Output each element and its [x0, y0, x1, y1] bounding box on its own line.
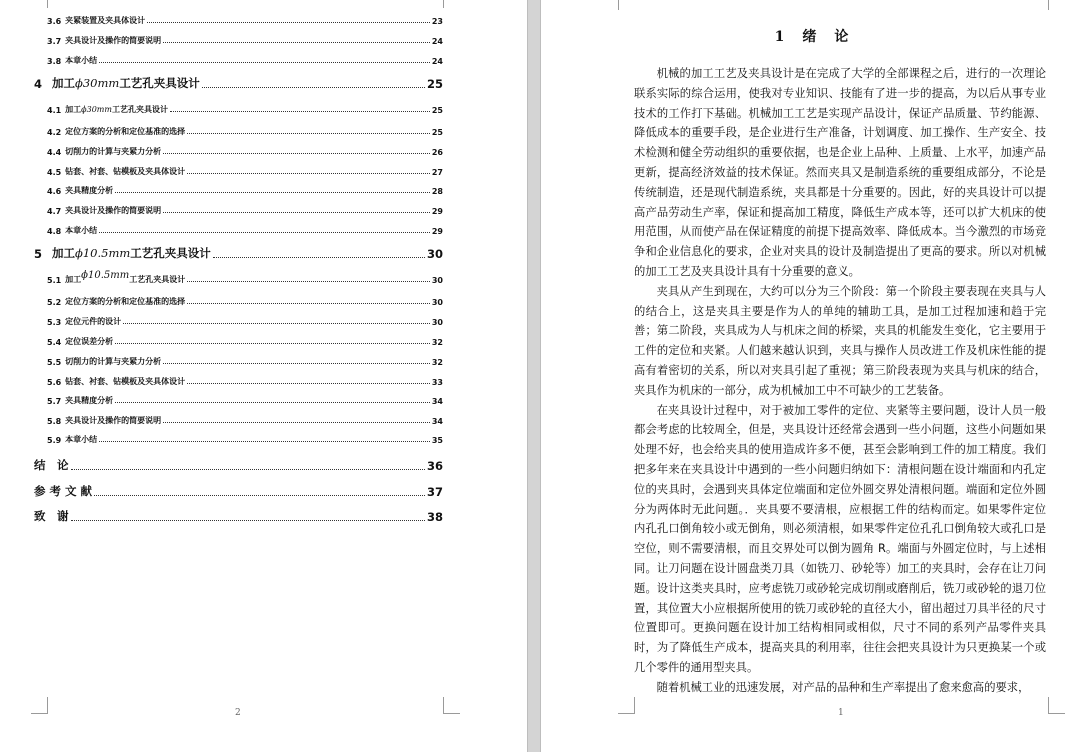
toc-page-number: 33: [431, 378, 443, 387]
toc-dot-leader: [202, 87, 425, 88]
crop-mark-top-left: [47, 0, 48, 8]
toc-entry-title: [65, 104, 168, 115]
toc-page-number: 25: [431, 106, 443, 115]
toc-page-number: 26: [431, 148, 443, 157]
toc-dot-leader: [163, 363, 430, 364]
toc-entry[interactable]: [47, 270, 443, 285]
toc-entry-title: 定位方案的分析和定位基准的选择: [65, 127, 186, 136]
toc-page-number: 37: [426, 485, 443, 499]
toc-entry-title: 夹具精度分析: [65, 186, 114, 195]
toc-entry[interactable]: [47, 295, 443, 307]
toc-entry-title: 钻套、衬套、钻模板及夹具体设计: [65, 377, 186, 386]
page-number: 1: [838, 708, 844, 718]
toc-entry-title: 钻套、衬套、钻模板及夹具体设计: [65, 167, 186, 176]
crop-mark-bottom-right: [1048, 697, 1065, 714]
toc-entry[interactable]: [47, 335, 443, 347]
toc-entry-title: 结 论: [34, 458, 69, 472]
toc-entry[interactable]: [47, 204, 443, 216]
toc-entry-number: 4.2: [47, 128, 62, 137]
toc-entry-title: 夹具设计及操作的简要说明: [65, 206, 162, 215]
toc-entry-title: 夹具精度分析: [65, 396, 114, 405]
toc-page-number: 34: [431, 397, 443, 406]
toc-dot-leader: [99, 232, 430, 233]
toc-page-number: 32: [431, 358, 443, 367]
toc-entry-title: 夹具设计及操作的简要说明: [65, 36, 162, 45]
toc-entry-title: 夹具设计及操作的简要说明: [65, 416, 162, 425]
paragraph: 夹具从产生到现在，大约可以分为三个阶段：第一个阶段主要表现在夹具与人的结合上，这是夹具主要是作为人的单纯的辅助工具，是加工过程加速和趋于完善；第二阶段，夹具成为人与机床之间的桥梁，夹具的机能发生变化，它主要用于工件的定位和夹紧。人们越来越认识到，夹具与操作人员改进工作及机床性能的提高有着密切的关系，所以对夹具引起了重视；第三阶段表现为夹具与机床的结合，夹具作为机床的一部分，成为机械加工中不可缺少的工艺装备。: [634, 284, 1046, 397]
toc-dot-leader: [71, 469, 425, 470]
toc-page-number: 35: [431, 436, 443, 445]
toc-entry-number: 3.7: [47, 37, 62, 46]
toc-dot-leader: [187, 173, 430, 174]
toc-page-number: 24: [431, 57, 443, 66]
toc-entry-number: 4: [34, 77, 43, 91]
page-gutter: [527, 0, 541, 752]
toc-dot-leader: [163, 422, 430, 423]
toc-entry-number: 5.9: [47, 436, 62, 445]
toc-entry[interactable]: [47, 375, 443, 387]
toc-title-prefix: 加工: [52, 76, 76, 90]
toc-entry-number: 5.8: [47, 417, 62, 426]
toc-dot-leader: [71, 520, 425, 521]
right-page: [541, 0, 1084, 752]
toc-back-matter-entry[interactable]: [34, 509, 443, 524]
toc-entry[interactable]: [47, 103, 443, 115]
toc-chapter-entry[interactable]: [34, 246, 443, 261]
page-number: 2: [235, 708, 241, 718]
toc-title-suffix: 工艺孔夹具设计: [130, 246, 211, 260]
toc-entry[interactable]: [47, 224, 443, 236]
diameter-symbol: ϕ30mm: [81, 105, 112, 114]
toc-entry[interactable]: [47, 433, 443, 445]
toc-title-suffix: 工艺孔夹具设计: [119, 76, 200, 90]
crop-mark-bottom-left: [31, 697, 48, 714]
crop-mark-bottom-left: [618, 697, 635, 714]
toc-entry[interactable]: [47, 414, 443, 426]
toc-dot-leader: [170, 111, 430, 112]
toc-page-number: 24: [431, 37, 443, 46]
toc-entry[interactable]: [47, 145, 443, 157]
toc-back-matter-entry[interactable]: [34, 484, 443, 499]
diameter-symbol: ϕ30mm: [75, 76, 120, 90]
toc-title-prefix: 加工: [52, 246, 76, 260]
toc-page-number: 29: [431, 227, 443, 236]
toc-page-number: 38: [426, 510, 443, 524]
toc-page-number: 25: [426, 77, 443, 91]
toc-dot-leader: [187, 281, 430, 282]
toc-page-number: 30: [431, 276, 443, 285]
toc-entry[interactable]: [47, 34, 443, 46]
toc-dot-leader: [115, 402, 430, 403]
toc-entry-number: 5.1: [47, 276, 62, 285]
chapter-title: 1 绪 论: [774, 29, 851, 45]
toc-back-matter-entry[interactable]: [34, 458, 443, 473]
toc-dot-leader: [163, 212, 430, 213]
toc-entry-number: 4.1: [47, 106, 62, 115]
toc-entry-number: 5.3: [47, 318, 62, 327]
crop-mark-top-right: [443, 0, 444, 8]
toc-entry-number: 5: [34, 247, 43, 261]
toc-page-number: 25: [431, 128, 443, 137]
toc-page-number: 32: [431, 338, 443, 347]
toc-title-suffix: 工艺孔夹具设计: [111, 105, 168, 114]
toc-dot-leader: [123, 323, 430, 324]
toc-dot-leader: [163, 153, 430, 154]
toc-page-number: 36: [426, 459, 443, 473]
toc-entry[interactable]: [47, 315, 443, 327]
toc-entry-number: 4.6: [47, 187, 62, 196]
toc-entry-title: 本章小结: [65, 56, 98, 65]
toc-entry-number: 4.7: [47, 207, 62, 216]
toc-entry[interactable]: [47, 165, 443, 177]
toc-entry[interactable]: [47, 125, 443, 137]
toc-entry-number: 4.5: [47, 168, 62, 177]
paragraph: 随着机械工业的迅速发展，对产品的品种和生产率提出了愈来愈高的要求，: [656, 680, 1030, 694]
toc-title-prefix: 加工: [65, 275, 82, 284]
toc-entry-title: 致 谢: [34, 509, 69, 523]
toc-entry-number: 5.7: [47, 397, 62, 406]
toc-dot-leader: [163, 42, 430, 43]
paragraph: 在夹具设计过程中，对于被加工零件的定位、夹紧等主要问题，设计人员一般都会考虑的比较周全，但是，夹具设计还经常会遇到一些小问题，这些小问题如果处理不好，也会给夹具的使用造成许多不便，甚至会影响到工件的加工精度。我们把多年来在夹具设计中遇到的一些小问题归纳如下：清根问题在设计端面和内孔定位的夹具时，会遇到夹具体定位端面和定位外圆交界处清根问题。端面和定位外圆分为两体时无此问题。．夹具要不要清根，应根据工件的结构而定。如果零件定位内孔孔口倒角较小或无倒角，则必须清根，如果零件定位孔孔口倒角较大或孔口是空位，则不需要清根，而且交界处可以倒为圆角 R。端面与外圆定位时，与上述相同。让刀问题在设计圆盘类刀具（如铣刀、砂轮等）加工的夹具时，会存在让刀问题。设计这类夹具时，应考虑铣刀或砂轮完成切削或磨削后，铣刀或砂轮的退刀位置，其位置大小应根据所使用的铣刀或砂轮的直径大小，留出超过刀具半径的尺寸位置即可。更换问题在设计加工结构相同或相似，尺寸不同的系列产品零件夹具时，为了降低生产成本，提高夹具的利用率，往往会把夹具设计为只更换某一个或几个零件的通用型夹具。: [634, 403, 1046, 674]
toc-entry-title: 定位元件的设计: [65, 317, 122, 326]
body-text: [634, 64, 1046, 698]
toc-entry[interactable]: [47, 14, 443, 26]
toc-dot-leader: [187, 383, 430, 384]
paragraph: 机械的加工工艺及夹具设计是在完成了大学的全部课程之后，进行的一次理论联系实际的综合运用，使我对专业知识、技能有了进一步的提高，为以后从事专业技术的工作打下基础。机械加工工艺是实现产品设计，保证产品质量、节约能源、降低成本的重要手段，是企业进行生产准备，计划调度、加工操作、生产安全、技术检测和健全劳动组织的重要依据，也是企业上品种、上质量、上水平，加速产品更新，提高经济效益的技术保证。然而夹具又是制造系统的重要组成部分，不论是传统制造，还是现代制造系统，夹具都是十分重要的。因此，好的夹具设计可以提高产品劳动生产率，保证和提高加工精度，降低生产成本等，还可以扩大机床的使用范围，从而使产品在保证精度的前提下提高效率、降低成本。当今激烈的市场竞争和企业信息化的要求，企业对夹具的设计及制造提出了更高的要求。所以对机械的加工工艺及夹具设计具有十分重要的意义。: [634, 67, 1046, 278]
left-page: [0, 0, 527, 752]
toc-entry-title: 切削力的计算与夹紧力分析: [65, 147, 162, 156]
toc-dot-leader: [213, 257, 425, 258]
crop-mark-bottom-right: [443, 697, 460, 714]
toc-title-prefix: 加工: [65, 105, 82, 114]
diameter-symbol: ϕ10.5mm: [75, 246, 131, 260]
toc-entry-number: 5.5: [47, 358, 62, 367]
toc-page-number: 34: [431, 417, 443, 426]
toc-entry-number: 3.8: [47, 57, 62, 66]
toc-entry-title: [65, 270, 186, 285]
toc-entry-number: 4.8: [47, 227, 62, 236]
toc-page-number: 29: [431, 207, 443, 216]
toc-entry[interactable]: [47, 394, 443, 406]
toc-entry-number: 5.2: [47, 298, 62, 307]
toc-dot-leader: [99, 441, 430, 442]
toc-entry[interactable]: [47, 355, 443, 367]
toc-dot-leader: [187, 133, 430, 134]
toc-dot-leader: [187, 303, 430, 304]
toc-chapter-entry[interactable]: [34, 76, 443, 91]
toc-entry-number: 5.6: [47, 378, 62, 387]
crop-mark-top-left: [618, 0, 619, 10]
toc-page-number: 23: [431, 17, 443, 26]
toc-entry-title: 定位方案的分析和定位基准的选择: [65, 297, 186, 306]
toc-entry-title: 本章小结: [65, 226, 98, 235]
toc-page-number: 27: [431, 168, 443, 177]
toc-entry-title: 切削力的计算与夹紧力分析: [65, 357, 162, 366]
toc-page-number: 30: [426, 247, 443, 261]
toc-dot-leader: [94, 495, 425, 496]
toc-entry-title: [52, 245, 211, 261]
crop-mark-top-right: [1048, 0, 1049, 10]
toc-entry-title: [52, 75, 200, 91]
toc-dot-leader: [115, 343, 430, 344]
toc-entry-title: 本章小结: [65, 435, 98, 444]
toc-entry-number: 3.6: [47, 17, 62, 26]
toc-page-number: 30: [431, 318, 443, 327]
toc-entry-title: 参 考 文 献: [34, 484, 93, 498]
toc-page-number: 30: [431, 298, 443, 307]
diameter-symbol: ϕ10.5mm: [81, 270, 130, 281]
toc-page-number: 28: [431, 187, 443, 196]
toc-entry-number: 4.4: [47, 148, 62, 157]
toc-entry-title: 定位误差分析: [65, 337, 114, 346]
toc-dot-leader: [99, 62, 430, 63]
toc-dot-leader: [147, 22, 430, 23]
toc-title-suffix: 工艺孔夹具设计: [129, 275, 186, 284]
toc-entry-number: 5.4: [47, 338, 62, 347]
toc-entry[interactable]: [47, 54, 443, 66]
toc-entry[interactable]: [47, 184, 443, 196]
toc-dot-leader: [115, 192, 430, 193]
toc-entry-title: 夹紧装置及夹具体设计: [65, 16, 146, 25]
